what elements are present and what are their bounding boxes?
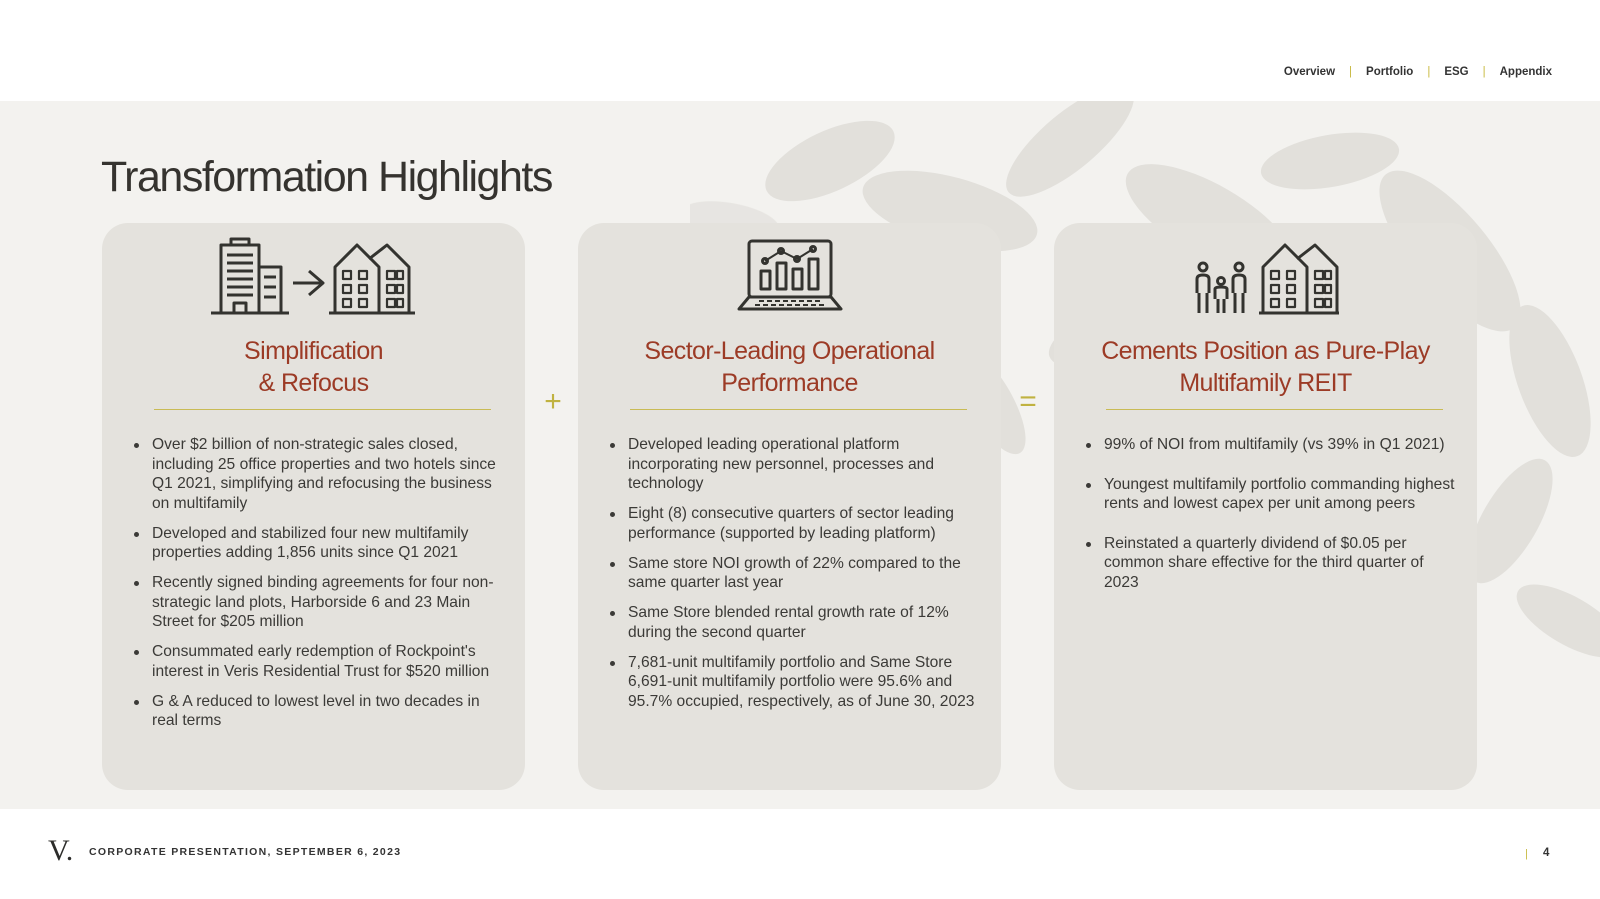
list-item: Same store NOI growth of 22% compared to the same quarter last year [610,554,983,593]
bullet-list [1086,435,1459,612]
list-item: Reinstated a quarterly dividend of $0.05 per common share effective for the third quarter of 2023 [1086,534,1459,593]
office-to-multifamily-icon [209,237,419,317]
list-item: 99% of NOI from multifamily (vs 39% in Q1 2021) [1086,435,1459,455]
card-simplification [102,223,525,790]
laptop-chart-icon [735,237,845,317]
plus-operator: + [544,385,562,418]
card-divider [1106,409,1443,410]
card-heading-line: Simplification [244,337,383,365]
list-item: Youngest multifamily portfolio commanding highest rents and lowest capex per unit among peers [1086,475,1459,514]
bullet-list [134,435,507,741]
page-number-separator: | [1525,848,1528,860]
content-band [0,101,1600,809]
veris-logo: V. [48,834,74,867]
nav-separator: | [1349,66,1353,78]
card-heading [122,335,505,399]
bullet-list [610,435,983,722]
list-item: G & A reduced to lowest level in two decades in real terms [134,692,507,731]
card-divider [154,409,491,410]
card-heading-line: Cements Position as Pure-Play [1101,337,1430,365]
list-item: Eight (8) consecutive quarters of sector leading performance (supported by leading platform) [610,504,983,543]
nav-separator: | [1427,66,1431,78]
page-title: Transformation Highlights [101,153,552,201]
equals-operator: = [1019,385,1037,418]
list-item: Developed leading operational platform incorporating new personnel, processes and technology [610,435,983,494]
nav-esg-link[interactable]: ESG [1444,66,1469,78]
list-item: 7,681-unit multifamily portfolio and Same Store 6,691-unit multifamily portfolio were 95.6% and 95.7% occupied, respectively, as of June 30, 2023 [610,653,983,712]
card-heading [598,335,981,399]
top-navigation [1284,66,1552,78]
card-operational-performance [578,223,1001,790]
family-building-icon [1191,237,1341,317]
page-number: 4 [1543,847,1550,859]
card-heading [1074,335,1457,399]
list-item: Same Store blended rental growth rate of 12% during the second quarter [610,603,983,642]
list-item: Recently signed binding agreements for four non-strategic land plots, Harborside 6 and 23 Main Street for $205 million [134,573,507,632]
nav-appendix-link[interactable]: Appendix [1499,66,1552,78]
card-heading-line: Performance [721,369,858,397]
nav-separator: | [1482,66,1486,78]
nav-overview-link[interactable]: Overview [1283,66,1336,78]
list-item: Consummated early redemption of Rockpoint's interest in Veris Residential Trust for $520 million [134,642,507,681]
card-heading-line: Multifamily REIT [1179,369,1352,397]
list-item: Over $2 billion of non-strategic sales closed, including 25 office properties and two hotels since Q1 2021, simplifying and refocusing the business on multifamily [134,435,507,513]
nav-portfolio-link[interactable]: Portfolio [1366,66,1414,78]
card-divider [630,409,967,410]
card-heading-line: Sector-Leading Operational [644,337,935,365]
card-pure-play-reit [1054,223,1477,790]
footer-presentation-title: CORPORATE PRESENTATION, SEPTEMBER 6, 2023 [89,846,402,858]
list-item: Developed and stabilized four new multifamily properties adding 1,856 units since Q1 2021 [134,524,507,563]
card-heading-line: & Refocus [258,369,369,397]
